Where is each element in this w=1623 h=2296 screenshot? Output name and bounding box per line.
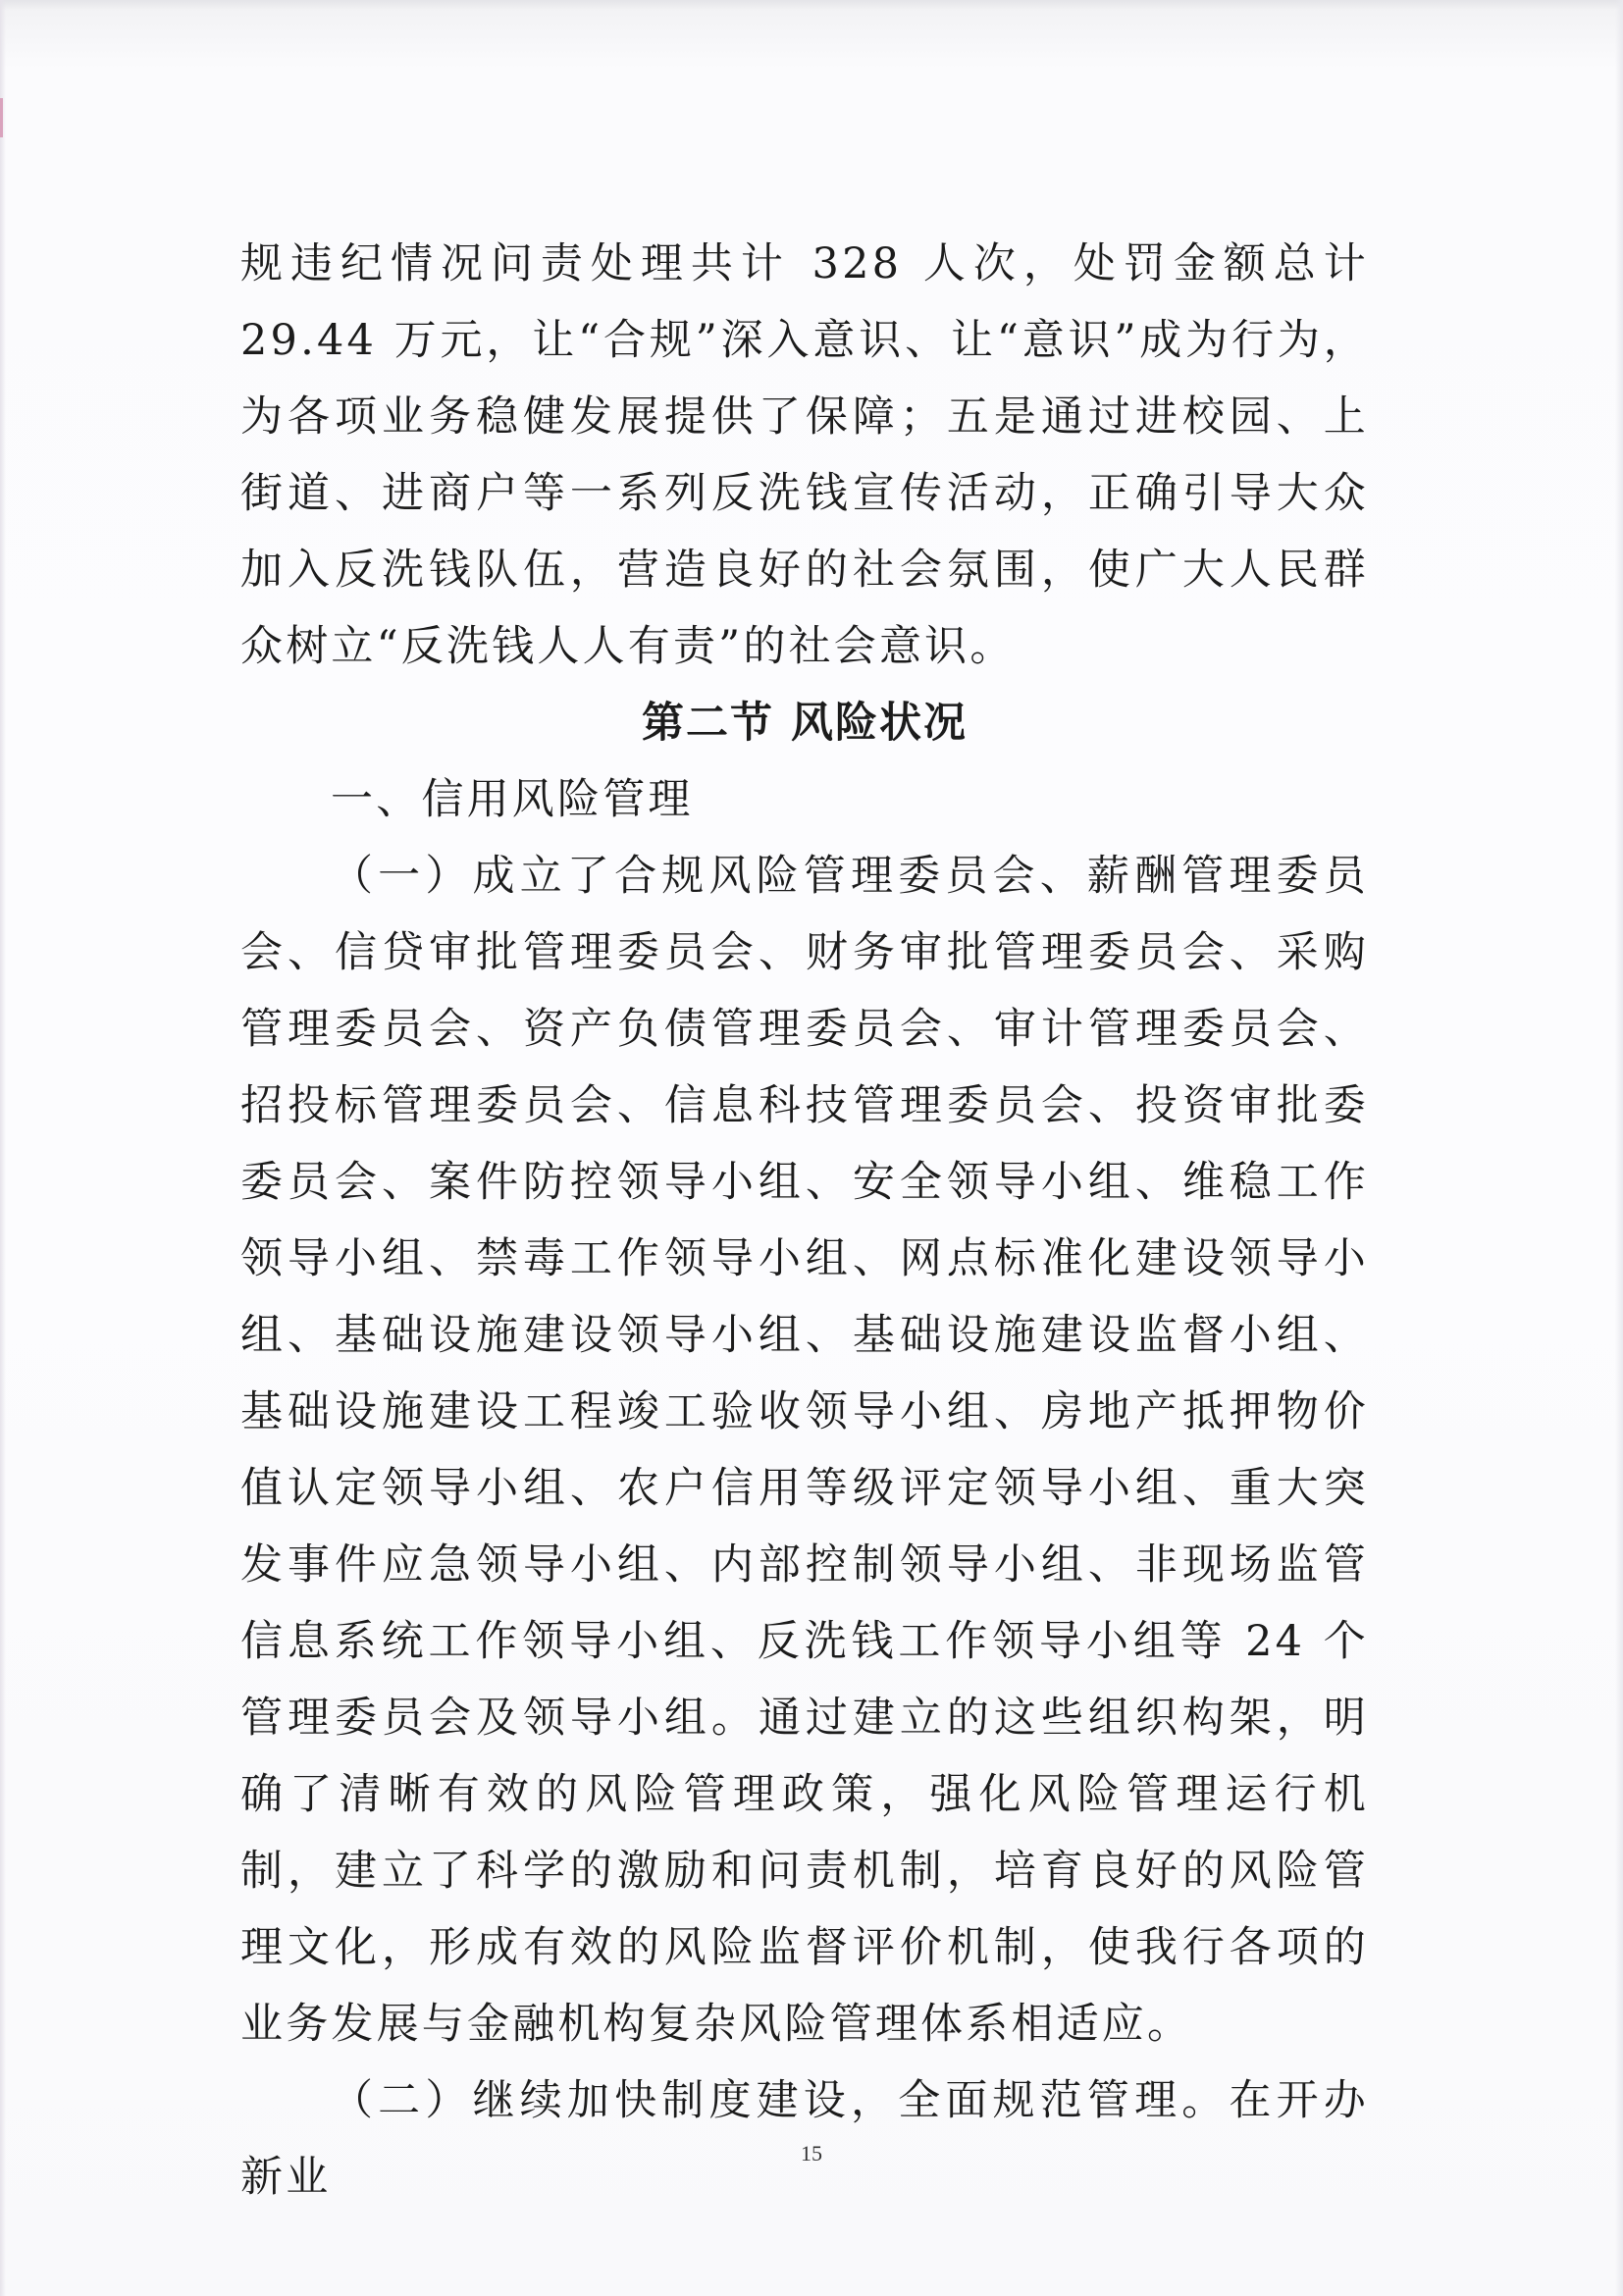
scan-shadow-left: [0, 0, 6, 2296]
document-body: [240, 226, 1369, 2216]
paragraph-system-building: （二）继续加快制度建设，全面规范管理。在开办新业: [240, 2076, 1369, 2202]
subheading-credit-risk: 一、信用风险管理: [331, 775, 694, 824]
scan-shadow-top: [0, 0, 1623, 10]
scan-edge-marker: [0, 98, 3, 137]
paragraph-committees: （一）成立了合规风险管理委员会、薪酬管理委员会、信贷审批管理委员会、财务审批管理委员会、采购管理委员会、资产负债管理委员会、审计管理委员会、招投标管理委员会、信息科技管理委员会、投资审批委委员会、案件防控领导小组、安全领导小组、维稳工作领导小组、禁毒工作领导小组、网点标准化建设领导小组、基础设施建设领导小组、基础设施建设监督小组、基础设施建设工程竣工验收领导小组、房地产抵押物价值认定领导小组、农户信用等级评定领导小组、重大突发事件应急领导小组、内部控制领导小组、非现场监管信息系统工作领导小组、反洗钱工作领导小组等 24 个管理委员会及领导小组。通过建立的这些组织构架，明确了清晰有效的风险管理政策，强化风险管理运行机制，建立了科学的激励和问责机制，培育良好的风险管理文化，形成有效的风险监督评价机制，使我行各项的业务发展与金融机构复杂风险管理体系相适应。: [240, 852, 1369, 2049]
scan-shadow-right: [1615, 0, 1623, 2296]
page-number: 15: [801, 2141, 822, 2166]
section-title: 第二节 风险状况: [642, 699, 968, 748]
paragraph-continuation: 规违纪情况问责处理共计 328 人次，处罚金额总计 29.44 万元，让“合规”深入意识、让“意识”成为行为，为各项业务稳健发展提供了保障；五是通过进校园、上街道、进商户等一系列反洗钱宣传活动，正确引导大众加入反洗钱队伍，营造良好的社会氛围，使广大人民群众树立“反洗钱人人有责”的社会意识。: [240, 239, 1369, 671]
